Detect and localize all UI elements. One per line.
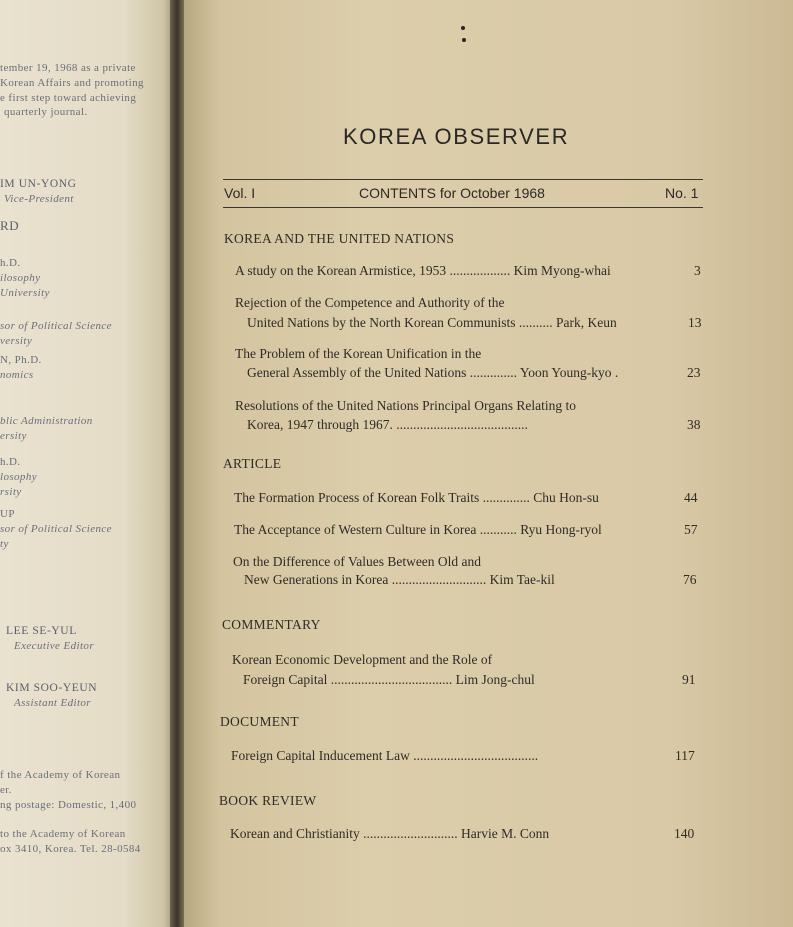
- left-page-line: IM UN-YONG: [0, 178, 77, 190]
- left-page-line: Vice-President: [4, 193, 74, 205]
- page-number: 44: [684, 490, 698, 505]
- entry-line: Resolutions of the United Nations Principal Organs Relating to: [235, 398, 576, 413]
- left-page-line: sor of Political Science: [0, 320, 112, 332]
- left-page-line: to the Academy of Korean: [0, 828, 126, 840]
- journal-title: KOREA OBSERVER: [343, 124, 570, 149]
- entry-line: The Problem of the Korean Unification in the: [235, 346, 482, 361]
- entry-line: General Assembly of the United Nations .............. Yoon Young-kyo .: [247, 365, 619, 380]
- entry-line: Korean and Christianity ............................ Harvie M. Conn: [230, 826, 550, 841]
- left-page-line: Assistant Editor: [14, 697, 91, 709]
- page-number: 140: [674, 826, 695, 841]
- left-page-line: h.D.: [0, 257, 21, 269]
- left-page-line: h.D.: [0, 456, 21, 468]
- contents-heading: CONTENTS for October 1968: [359, 185, 545, 201]
- left-page-line: ox 3410, Korea. Tel. 28-0584: [0, 843, 141, 855]
- entry-line: The Acceptance of Western Culture in Korea ........... Ryu Hong-ryol: [234, 522, 602, 537]
- left-page-line: sor of Political Science: [0, 523, 112, 535]
- section-heading: KOREA AND THE UNITED NATIONS: [224, 231, 455, 246]
- header-bottom-rule: [223, 207, 703, 208]
- section-heading: COMMENTARY: [222, 617, 321, 632]
- volume-label: Vol. I: [224, 185, 256, 201]
- page-number: 23: [687, 365, 701, 380]
- binding-dot: [461, 26, 465, 30]
- left-page-line: nomics: [0, 369, 34, 381]
- entry-line: Foreign Capital Inducement Law .....................................: [231, 748, 539, 763]
- left-page-line: ilosophy: [0, 272, 41, 284]
- entry-line: Foreign Capital .................................... Lim Jong-chul: [243, 672, 535, 687]
- section-heading: ARTICLE: [223, 456, 282, 471]
- left-page-line: Korean Affairs and promoting: [0, 77, 144, 89]
- left-page-line: UP: [0, 508, 15, 520]
- page-number: 76: [683, 572, 697, 587]
- left-page-line: f the Academy of Korean: [0, 769, 121, 781]
- left-page-line: losophy: [0, 471, 38, 483]
- section-heading: BOOK REVIEW: [219, 793, 317, 808]
- page-number: 57: [684, 522, 698, 537]
- left-page-line: Executive Editor: [14, 640, 95, 652]
- left-page-line: e first step toward achieving: [0, 92, 137, 104]
- section-heading: DOCUMENT: [220, 714, 299, 729]
- issue-number: No. 1: [665, 185, 699, 201]
- left-page-line: ersity: [0, 430, 27, 442]
- left-page-line: ng postage: Domestic, 1,400: [0, 799, 137, 811]
- entry-line: A study on the Korean Armistice, 1953 .................. Kim Myong-whai: [235, 263, 611, 278]
- left-page-line: quarterly journal.: [4, 106, 88, 118]
- entry-line: Rejection of the Competence and Authority of the: [235, 295, 505, 310]
- entry-line: United Nations by the North Korean Communists .......... Park, Keun: [247, 315, 617, 330]
- page-number: 117: [675, 748, 695, 763]
- page-number: 38: [687, 417, 701, 432]
- left-page-line: tember 19, 1968 as a private: [0, 62, 136, 74]
- entry-line: Korean Economic Development and the Role of: [232, 652, 493, 667]
- binding-dot: [462, 38, 466, 42]
- entry-line: New Generations in Korea ............................ Kim Tae-kil: [244, 572, 555, 587]
- left-page-line: KIM SOO-YEUN: [6, 682, 98, 694]
- left-page-line: LEE SE-YUL: [6, 625, 77, 637]
- left-page-line: RD: [0, 218, 20, 233]
- page-number: 13: [688, 315, 702, 330]
- left-page-line: rsity: [0, 486, 22, 498]
- entry-line: Korea, 1947 through 1967. .......................................: [247, 417, 528, 432]
- left-page-line: University: [0, 287, 50, 299]
- header-top-rule: [223, 179, 703, 180]
- entry-line: The Formation Process of Korean Folk Traits .............. Chu Hon-su: [234, 490, 599, 505]
- page-number: 3: [694, 263, 701, 278]
- left-page-line: ty: [0, 538, 9, 550]
- left-page-line: er.: [0, 784, 12, 796]
- left-page-line: N, Ph.D.: [0, 354, 42, 366]
- left-facing-page: [0, 0, 178, 927]
- entry-line: On the Difference of Values Between Old and: [233, 554, 482, 569]
- left-page-line: versity: [0, 335, 33, 347]
- left-page-line: blic Administration: [0, 415, 93, 427]
- page-number: 91: [682, 672, 696, 687]
